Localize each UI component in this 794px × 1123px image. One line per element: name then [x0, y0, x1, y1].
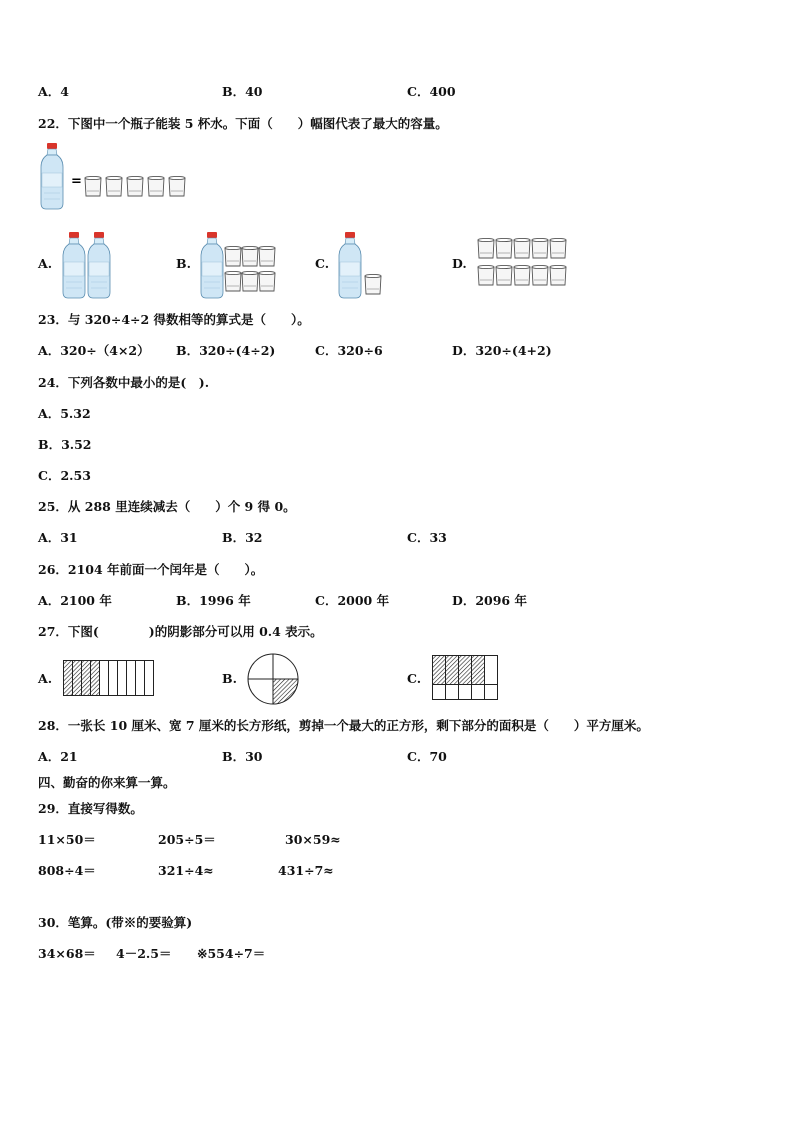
cup-icon [225, 246, 241, 266]
q27-option-b: B. [222, 671, 237, 686]
q26-option-c: C．2000 年 [315, 593, 390, 608]
q22-option-b: B. [176, 256, 191, 271]
bottle-icon [201, 232, 223, 298]
blank-cell [446, 685, 459, 700]
q24-option-a: A．5.32 [38, 406, 91, 421]
q26-text: 26．2104 年前面一个闰年是（ ）。 [38, 562, 264, 577]
bottle-icon [41, 143, 63, 209]
cup-icon [169, 176, 185, 196]
cup-icon [496, 238, 512, 258]
q21-option-b: B．40 [222, 84, 263, 99]
q28-text: 28．一张长 10 厘米、宽 7 厘米的长方形纸，剪掉一个最大的正方形，剩下部分的面积是（ ）平方厘米。 [38, 718, 649, 733]
shaded-strip [82, 661, 91, 696]
q27-option-c: C. [407, 671, 422, 686]
blank-strip [145, 661, 154, 696]
bottle-icon [339, 232, 361, 298]
q29-item: 431÷7≈ [278, 863, 334, 878]
q30-item: 34×68＝ [38, 946, 96, 961]
cup-icon [259, 271, 275, 291]
q23-option-b: B．320÷(4÷2) [176, 343, 276, 358]
cup-icon [365, 274, 381, 294]
q25-option-c: C．33 [407, 530, 447, 545]
section-heading: 四、勤奋的你来算一算。 [38, 775, 176, 790]
blank-strip [136, 661, 145, 696]
cup-icon [242, 271, 258, 291]
q22-text: 22．下图中一个瓶子能装 5 杯水。下面（ ）幅图代表了最大的容量。 [38, 116, 448, 131]
q22-option-a: A. [38, 256, 53, 271]
cup-icon [148, 176, 164, 196]
cup-icon [532, 238, 548, 258]
cup-icon [242, 246, 258, 266]
shaded-strip [91, 661, 100, 696]
cup-icon [514, 265, 530, 285]
q29-item: 321÷4≈ [158, 863, 214, 878]
shaded-cell [446, 656, 459, 685]
q30-text: 30．笔算。(带※的要验算) [38, 915, 193, 930]
q29-item: 11×50＝ [38, 832, 96, 847]
cup-icon [106, 176, 122, 196]
cup-icon [532, 265, 548, 285]
q22-figure-c [338, 232, 388, 300]
q24-option-c: C．2.53 [38, 468, 91, 483]
q25-text: 25．从 288 里连续减去（ ）个 9 得 0。 [38, 499, 296, 514]
q29-item: 30×59≈ [285, 832, 341, 847]
shaded-cell [459, 656, 472, 685]
q24-text: 24．下列各数中最小的是( ). [38, 375, 210, 390]
q23-text: 23．与 320÷4÷2 得数相等的算式是（ ）。 [38, 312, 310, 327]
q26-option-d: D．2096 年 [452, 593, 527, 608]
q28-option-b: B．30 [222, 749, 263, 764]
cup-icon [478, 238, 494, 258]
q29-text: 29．直接写得数。 [38, 801, 143, 816]
q23-option-d: D．320÷(4+2) [452, 343, 552, 358]
q26-option-b: B．1996 年 [176, 593, 251, 608]
q22-reference-figure [40, 143, 200, 219]
shaded-strip [73, 661, 82, 696]
blank-cell [472, 685, 485, 700]
q30-item: 4－2.5＝ [116, 946, 172, 961]
q22-figure-a [62, 232, 112, 300]
cup-icon [478, 265, 494, 285]
shaded-quarter [273, 679, 298, 704]
cup-icon [259, 246, 275, 266]
shaded-cell [433, 656, 446, 685]
shaded-strip [64, 661, 73, 696]
cup-icon [550, 265, 566, 285]
q27-figure-a [63, 660, 155, 696]
blank-strip [118, 661, 127, 696]
q29-item: 808÷4＝ [38, 863, 96, 878]
q24-option-b: B．3.52 [38, 437, 92, 452]
q29-item: 205÷5＝ [158, 832, 216, 847]
cup-icon [514, 238, 530, 258]
cup-icon [127, 176, 143, 196]
q27-text: 27．下图( )的阴影部分可以用 0.4 表示。 [38, 624, 323, 639]
blank-cell [485, 656, 498, 685]
q26-option-a: A．2100 年 [38, 593, 112, 608]
q25-option-b: B．32 [222, 530, 263, 545]
q27-figure-c [432, 655, 500, 701]
bottle-icon [63, 232, 85, 298]
q28-option-a: A．21 [38, 749, 78, 764]
q25-option-a: A．31 [38, 530, 78, 545]
q22-figure-d [478, 237, 578, 291]
q22-option-d: D. [452, 256, 467, 271]
blank-cell [433, 685, 446, 700]
cup-icon [496, 265, 512, 285]
blank-cell [485, 685, 498, 700]
q28-option-c: C．70 [407, 749, 447, 764]
cup-icon [225, 271, 241, 291]
q21-option-a: A．4 [38, 84, 69, 99]
blank-strip [109, 661, 118, 696]
q27-option-a: A. [38, 671, 53, 686]
q22-figure-b [200, 232, 280, 300]
shaded-cell [472, 656, 485, 685]
cup-icon [550, 238, 566, 258]
cup-icon [85, 176, 101, 196]
bottle-icon [88, 232, 110, 298]
q23-option-c: C．320÷6 [315, 343, 383, 358]
blank-cell [459, 685, 472, 700]
q22-option-c: C. [315, 256, 330, 271]
q27-figure-b [247, 653, 299, 705]
blank-strip [127, 661, 136, 696]
blank-strip [100, 661, 109, 696]
q23-option-a: A．320÷（4×2） [38, 343, 150, 358]
q30-item: ※554÷7＝ [197, 946, 266, 961]
q21-option-c: C．400 [407, 84, 456, 99]
equals-sign: = [71, 174, 82, 189]
